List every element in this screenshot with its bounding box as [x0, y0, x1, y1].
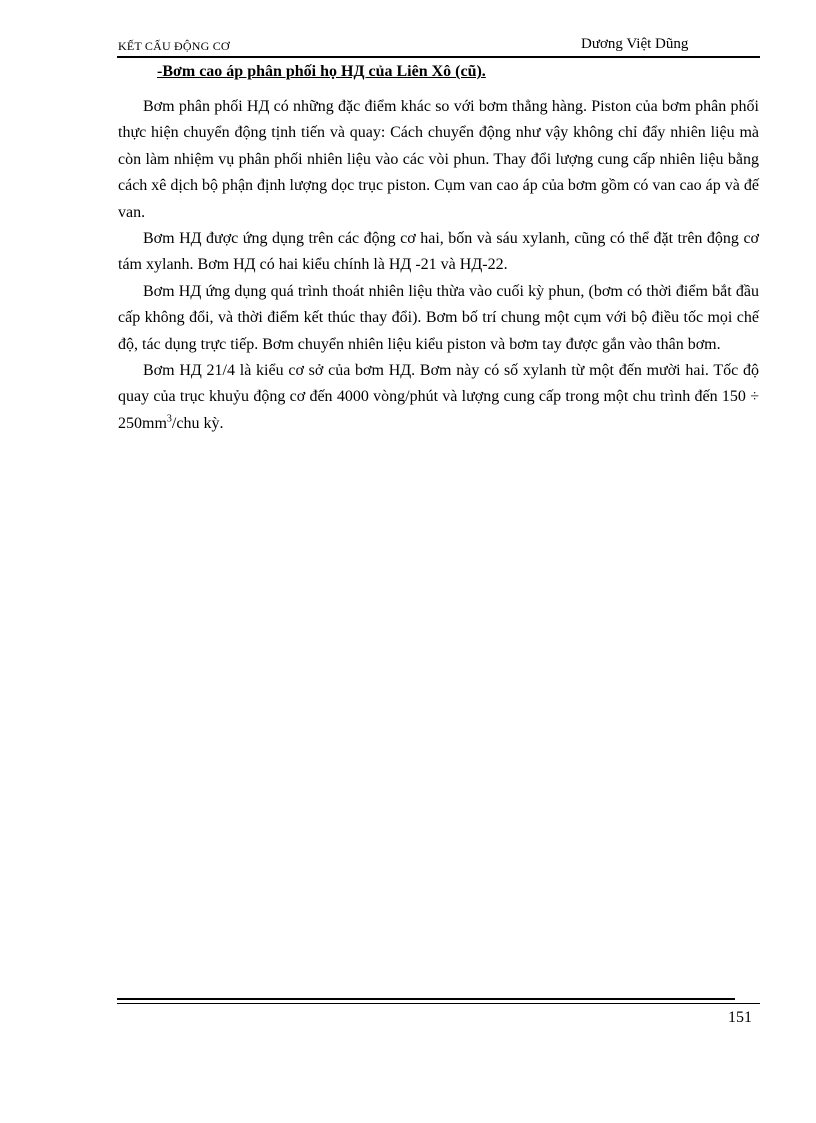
paragraph: Bơm phân phối HД có những đặc điểm khác so với bơm thẳng hàng. Piston của bơm phân phối thực hiện chuyển động tịnh tiến và quay: Cách chuyển động như vậy không chỉ đẩy nhiên liệu mà còn làm nhiệm vụ phân phối nhiên liệu vào các vòi phun. Thay đổi lượng cung cấp nhiên liệu bằng cách xê dịch bộ phận định lượng dọc trục piston. Cụm van cao áp của bơm gồm có van cao áp và đế van.: [118, 98, 759, 221]
footer-rule-thin: [117, 1003, 760, 1004]
running-header-title: KẾT CẤU ĐỘNG CƠ: [118, 39, 230, 53]
paragraph: Bơm HД được ứng dụng trên các động cơ hai, bốn và sáu xylanh, cũng có thể đặt trên động cơ tám xylanh. Bơm HД có hai kiểu chính là HД -21 và HД-22.: [118, 230, 759, 274]
body-text: [118, 94, 759, 437]
section-title: -Bơm cao áp phân phối họ HД của Liên Xô (cũ).: [157, 63, 486, 80]
header-rule: [117, 56, 760, 58]
page-number: 151: [728, 1009, 752, 1026]
paragraph-last-main: Bơm HД 21/4 là kiểu cơ sở của bơm HД. Bơm này có số xylanh từ một đến mười hai. Tốc độ quay của trục khuỷu động cơ đến 4000 vòng/phút và lượng cung cấp trong một chu trình đến 150 ÷ 250mm: [118, 362, 759, 432]
footer-rule-thick: [117, 998, 735, 1000]
paragraph-last: [118, 358, 759, 437]
paragraph-last-tail: /chu kỳ.: [171, 414, 224, 432]
paragraph: Bơm HД ứng dụng quá trình thoát nhiên liệu thừa vào cuối kỳ phun, (bơm có thời điểm bắt đầu cấp không đổi, và thời điểm kết thúc thay đổi). Bơm bố trí chung một cụm với bộ điều tốc mọi chế độ, tác dụng trực tiếp. Bơm chuyển nhiên liệu kiểu piston và bơm tay được gắn vào thân bơm.: [118, 282, 759, 353]
superscript-cubed: 3: [166, 413, 172, 425]
running-header-author: Dương Việt Dũng: [581, 36, 689, 52]
